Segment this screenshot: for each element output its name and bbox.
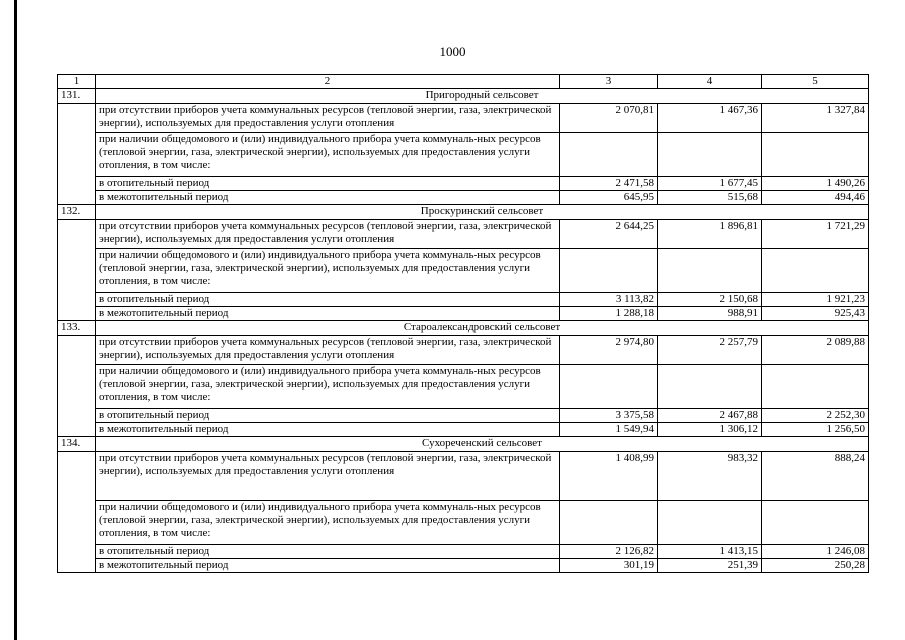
row-label: при отсутствии приборов учета коммунальных ресурсов (тепловой энергии, газа, электрической энергии), используемых для предоставления услуги отопления bbox=[96, 336, 560, 365]
table-row bbox=[58, 220, 869, 249]
value-cell: 1 549,94 bbox=[560, 423, 658, 437]
section-row bbox=[58, 321, 869, 336]
section-name: Сухореченский сельсовет bbox=[96, 437, 869, 452]
value-cell: 1 677,45 bbox=[658, 177, 762, 191]
value-cell: 988,91 bbox=[658, 307, 762, 321]
column-header: 4 bbox=[658, 75, 762, 89]
row-label: при наличии общедомового и (или) индивидуального прибора учета коммуналь-ных ресурсов (тепловой энергии, газа, электрической энергии), используемых для предоставления услуги отопления, в том числе: bbox=[96, 501, 560, 545]
column-header: 2 bbox=[96, 75, 560, 89]
row-label: при наличии общедомового и (или) индивидуального прибора учета коммуналь-ных ресурсов (тепловой энергии, газа, электрической энергии), используемых для предоставления услуги отопления, в том числе: bbox=[96, 133, 560, 177]
section-name: Староалександровский сельсовет bbox=[96, 321, 869, 336]
table-row bbox=[58, 423, 869, 437]
value-cell: 1 490,26 bbox=[762, 177, 869, 191]
section-number: 132. bbox=[58, 205, 96, 220]
row-label: при наличии общедомового и (или) индивидуального прибора учета коммуналь-ных ресурсов (тепловой энергии, газа, электрической энергии), используемых для предоставления услуги отопления, в том числе: bbox=[96, 365, 560, 409]
row-label: в межотопительный период bbox=[96, 191, 560, 205]
table-row bbox=[58, 409, 869, 423]
value-cell: 983,32 bbox=[658, 452, 762, 501]
table-row bbox=[58, 559, 869, 573]
table-row bbox=[58, 307, 869, 321]
value-cell: 301,19 bbox=[560, 559, 658, 573]
value-cell: 250,28 bbox=[762, 559, 869, 573]
row-label: при отсутствии приборов учета коммунальных ресурсов (тепловой энергии, газа, электрической энергии), используемых для предоставления услуги отопления bbox=[96, 104, 560, 133]
value-cell: 3 113,82 bbox=[560, 293, 658, 307]
value-cell: 2 089,88 bbox=[762, 336, 869, 365]
value-cell: 1 467,36 bbox=[658, 104, 762, 133]
value-cell: 2 644,25 bbox=[560, 220, 658, 249]
column-header: 5 bbox=[762, 75, 869, 89]
value-cell: 888,24 bbox=[762, 452, 869, 501]
value-cell: 1 921,23 bbox=[762, 293, 869, 307]
table-row bbox=[58, 104, 869, 133]
value-cell: 1 256,50 bbox=[762, 423, 869, 437]
section-row bbox=[58, 89, 869, 104]
table-row bbox=[58, 133, 869, 177]
value-cell: 1 721,29 bbox=[762, 220, 869, 249]
table-row bbox=[58, 177, 869, 191]
value-cell: 1 246,08 bbox=[762, 545, 869, 559]
section-number: 133. bbox=[58, 321, 96, 336]
value-cell: 1 896,81 bbox=[658, 220, 762, 249]
table-row bbox=[58, 365, 869, 409]
value-cell: 2 126,82 bbox=[560, 545, 658, 559]
table-row bbox=[58, 191, 869, 205]
value-cell: 2 257,79 bbox=[658, 336, 762, 365]
row-label: при наличии общедомового и (или) индивидуального прибора учета коммуналь-ных ресурсов (тепловой энергии, газа, электрической энергии), используемых для предоставления услуги отопления, в том числе: bbox=[96, 249, 560, 293]
row-label: в межотопительный период bbox=[96, 423, 560, 437]
section-spacer bbox=[58, 336, 96, 437]
value-cell: 925,43 bbox=[762, 307, 869, 321]
row-label: в отопительный период bbox=[96, 545, 560, 559]
row-label: в отопительный период bbox=[96, 293, 560, 307]
table-row bbox=[58, 545, 869, 559]
row-label: в отопительный период bbox=[96, 409, 560, 423]
table-row bbox=[58, 336, 869, 365]
value-cell: 2 252,30 bbox=[762, 409, 869, 423]
value-cell: 645,95 bbox=[560, 191, 658, 205]
row-label: при отсутствии приборов учета коммунальных ресурсов (тепловой энергии, газа, электрической энергии), используемых для предоставления услуги отопления bbox=[96, 220, 560, 249]
table-row bbox=[58, 249, 869, 293]
section-spacer bbox=[58, 104, 96, 205]
value-cell: 3 375,58 bbox=[560, 409, 658, 423]
value-cell: 1 408,99 bbox=[560, 452, 658, 501]
value-cell: 515,68 bbox=[658, 191, 762, 205]
value-cell: 251,39 bbox=[658, 559, 762, 573]
value-cell: 1 413,15 bbox=[658, 545, 762, 559]
section-name: Пригородный сельсовет bbox=[96, 89, 869, 104]
value-cell: 1 327,84 bbox=[762, 104, 869, 133]
tariff-table bbox=[57, 74, 869, 573]
value-cell: 2 070,81 bbox=[560, 104, 658, 133]
row-label: в отопительный период bbox=[96, 177, 560, 191]
value-cell: 1 306,12 bbox=[658, 423, 762, 437]
scan-edge-bar bbox=[14, 0, 17, 640]
table-row bbox=[58, 452, 869, 501]
section-number: 134. bbox=[58, 437, 96, 452]
value-cell: 1 288,18 bbox=[560, 307, 658, 321]
row-label: в межотопительный период bbox=[96, 307, 560, 321]
value-cell: 2 150,68 bbox=[658, 293, 762, 307]
section-number: 131. bbox=[58, 89, 96, 104]
section-spacer bbox=[58, 220, 96, 321]
column-header: 1 bbox=[58, 75, 96, 89]
value-cell: 2 471,58 bbox=[560, 177, 658, 191]
section-row bbox=[58, 205, 869, 220]
table-row bbox=[58, 293, 869, 307]
section-row bbox=[58, 437, 869, 452]
row-label: в межотопительный период bbox=[96, 559, 560, 573]
column-header: 3 bbox=[560, 75, 658, 89]
value-cell: 2 974,80 bbox=[560, 336, 658, 365]
value-cell: 2 467,88 bbox=[658, 409, 762, 423]
column-header-row bbox=[58, 75, 869, 89]
row-label: при отсутствии приборов учета коммунальных ресурсов (тепловой энергии, газа, электрической энергии), используемых для предоставления услуги отопления bbox=[96, 452, 560, 501]
page-number: 1000 bbox=[439, 44, 466, 59]
table-row bbox=[58, 501, 869, 545]
value-cell: 494,46 bbox=[762, 191, 869, 205]
section-name: Проскуринский сельсовет bbox=[96, 205, 869, 220]
section-spacer bbox=[58, 452, 96, 573]
